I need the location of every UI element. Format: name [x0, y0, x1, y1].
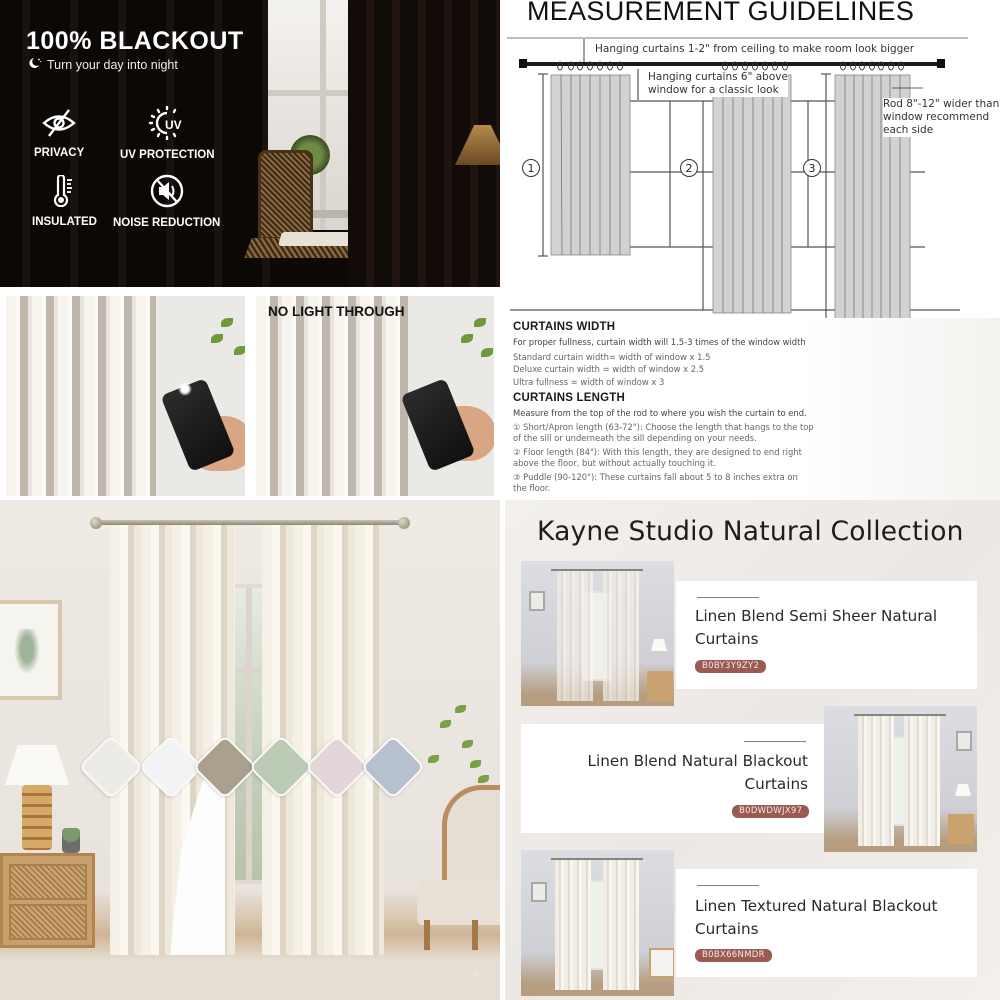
feature-uv-protection: UV UV PROTECTION [120, 106, 215, 161]
above-window-note: Hanging curtains 6" above window for a classic look [648, 71, 788, 97]
product-card-blackout[interactable] [521, 724, 824, 833]
width-deluxe: Deluxe curtain width = width of window x 2.5 [513, 364, 705, 374]
marker-2: 2 [685, 162, 693, 175]
blackout-title: 100% BLACKOUT [26, 27, 244, 55]
wall-art-frame [0, 600, 62, 700]
feature-noise-reduction: NOISE REDUCTION [113, 174, 220, 229]
feature-privacy: PRIVACY [34, 108, 84, 159]
collection-title: Kayne Studio Natural Collection [537, 516, 964, 547]
marker-1: 1 [527, 162, 535, 175]
length-short: ① Short/Apron length (63-72"): Choose the length that hangs to the top of the sill or underneath the sill depending on your needs. [513, 422, 814, 443]
asin-badge[interactable]: B0DWDWJX97 [732, 805, 809, 818]
rattan-nightstand [0, 853, 95, 948]
no-light-label: NO LIGHT THROUGH [268, 304, 405, 319]
collection-panel [505, 500, 1000, 1000]
marker-3: 3 [808, 162, 816, 175]
rod-finial-right [398, 517, 410, 529]
width-intro: For proper fullness, curtain width will 1.5-3 times of the window width [513, 337, 806, 347]
measurement-guidelines-panel [505, 0, 1000, 320]
product-card-semi-sheer[interactable] [676, 581, 977, 689]
blackout-subtitle-text: Turn your day into night [47, 57, 178, 72]
curtain-rod [92, 520, 408, 525]
armchair [412, 785, 500, 950]
measurement-title: MEASUREMENT GUIDELINES [527, 0, 915, 26]
product-name: Linen Blend Semi Sheer Natural Curtains [695, 607, 938, 648]
sparkle-icon: ✦ [470, 966, 484, 983]
product-thumb-semi-sheer[interactable] [521, 561, 674, 706]
length-puddle: ③ Puddle (90-120"): These curtains fall about 5 to 8 inches extra on the floor. [513, 472, 798, 493]
product-thumb-textured[interactable] [521, 850, 674, 996]
width-standard: Standard curtain width= width of window x 1.5 [513, 352, 711, 362]
ceiling-note: Hanging curtains 1-2" from ceiling to make room look bigger [595, 43, 915, 55]
product-name: Linen Blend Natural Blackout Curtains [587, 752, 808, 793]
svg-text:UV: UV [165, 118, 182, 132]
lamp-base [22, 785, 52, 850]
product-card-textured[interactable] [676, 869, 977, 977]
length-intro: Measure from the top of the rod to where you wish the curtain to end. [513, 408, 807, 418]
small-plant [62, 828, 80, 853]
curtains-width-heading: CURTAINS WIDTH [513, 321, 616, 333]
asin-badge[interactable]: B0BX66NMDR [695, 949, 772, 962]
length-floor: ② Floor length (84"): With this length, they are designed to end right above the floor, but without actually touching it. [513, 447, 802, 468]
asin-badge[interactable]: B0BY3Y9ZY2 [695, 660, 766, 673]
curtains-length-heading: CURTAINS LENGTH [513, 392, 626, 404]
rod-finial-left [90, 517, 102, 529]
product-name: Linen Textured Natural Blackout Curtains [695, 897, 938, 938]
product-thumb-blackout[interactable] [824, 706, 977, 852]
feature-insulated: INSULATED [32, 175, 97, 228]
measurement-instructions-panel [505, 318, 1000, 500]
width-ultra: Ultra fullness = width of window x 3 [513, 377, 665, 387]
rod-width-note: Rod 8"-12" wider than window recommend each side [883, 98, 1000, 137]
